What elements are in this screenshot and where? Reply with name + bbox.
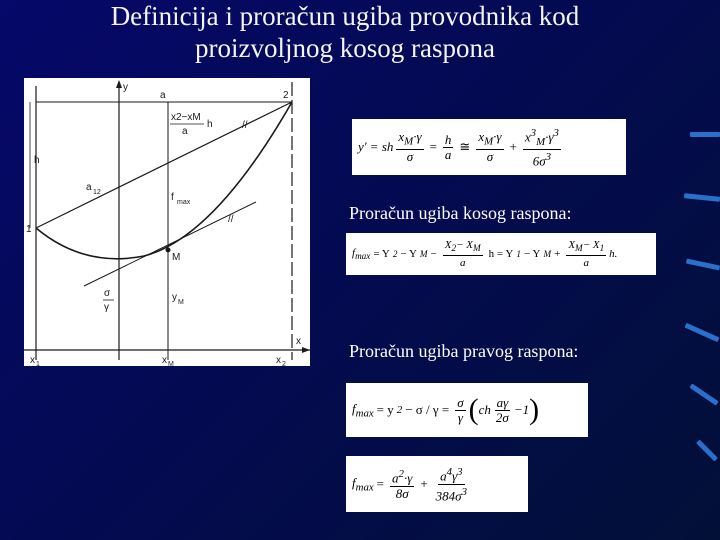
decor-stripe <box>685 323 720 342</box>
catenary-curve <box>36 102 292 259</box>
span-diagram <box>24 78 310 366</box>
slide-title <box>0 0 690 64</box>
label-fmax: f <box>171 192 174 203</box>
label-fmax-sub: max <box>177 199 191 206</box>
formula-slant-sag: $f_{max}$ = Y 2 − Y M − $\frac{X_2- X_M}{a}$ h = Y 1 − Y M + $\frac{X_M- X_1}{a}$ h. <box>346 233 656 275</box>
label-a: a <box>160 90 166 101</box>
title-line-2: proizvoljnog kosog raspona <box>195 33 495 63</box>
caption-level-span: Proračun ugiba pravog raspona: <box>349 341 579 361</box>
label-parallel-1: // <box>242 120 248 131</box>
label-M: M <box>172 252 181 263</box>
label-frac-bot: a <box>182 126 188 137</box>
formula-level-sag-exact: $f_{max}$ = y 2 − σ / γ = $\frac{\sigma}{\gamma}$ ( ch $\frac{a\gamma}{2\sigma}$ −1 ) <box>346 383 588 437</box>
label-gamma: γ <box>104 302 109 313</box>
point-M <box>166 248 170 252</box>
f1-frac1: $\frac{x_M\cdot\gamma}{\sigma}$ <box>398 129 422 164</box>
label-sigma: σ <box>104 288 111 299</box>
label-x: x <box>296 336 301 347</box>
label-a12-sub: 12 <box>93 189 101 196</box>
formula-derivative: y' = sh $\frac{x_M\cdot\gamma}{\sigma}$ = $\frac{h}{a}$ ≅ $\frac{x_M\cdot\gamma}{\sigma}$ + $\frac{x^3_M\cdot\gamma^3}{6\sigma^3}$ <box>352 119 626 175</box>
f1-frac4: $\frac{x^3_M\cdot\gamma^3}{6\sigma^3}$ <box>524 126 559 169</box>
y-axis-arrow <box>116 80 122 88</box>
formula-level-sag-approx: $f_{max}$ = $\frac{a^2\cdot\gamma}{8\sigma}$ + $\frac{a^4\gamma^3}{384\sigma^3}$ <box>346 456 528 512</box>
label-x2-sub: 2 <box>282 361 286 366</box>
decor-stripe <box>684 193 720 202</box>
label-point-1: 1 <box>26 224 32 235</box>
caption-slant-span: Proračun ugiba kosog raspona: <box>349 203 572 223</box>
label-point-2: 2 <box>283 90 289 101</box>
decor-stripe <box>690 132 720 137</box>
label-h: h <box>34 155 40 166</box>
label-x1: x <box>30 355 35 366</box>
decor-stripe <box>696 440 718 462</box>
label-x1-sub: 1 <box>36 361 40 366</box>
label-frac-top: x2−xM <box>171 112 201 123</box>
label-xM-sub: M <box>168 361 174 366</box>
f1-frac3: $\frac{x_M\cdot\gamma}{\sigma}$ <box>478 129 502 164</box>
label-yM-sub: M <box>178 299 184 306</box>
decor-stripe <box>686 259 720 271</box>
f1-frac2: $\frac{h}{a}$ <box>444 131 452 162</box>
title-line-1: Definicija i proračun ugiba provodnika kod <box>110 1 580 31</box>
decor-stripe <box>689 383 718 405</box>
x-axis-arrow <box>302 347 310 353</box>
label-x2: x <box>276 355 281 366</box>
f1-lhs: y' = sh <box>358 139 394 154</box>
label-parallel-2: // <box>228 214 234 225</box>
label-y: y <box>123 82 128 93</box>
span-diagram-svg <box>24 78 310 366</box>
chord-line <box>36 102 292 228</box>
label-yM: y <box>172 292 177 303</box>
label-a12: a <box>86 182 92 193</box>
label-xM: x <box>162 355 167 366</box>
label-frac-h: h <box>207 119 213 130</box>
